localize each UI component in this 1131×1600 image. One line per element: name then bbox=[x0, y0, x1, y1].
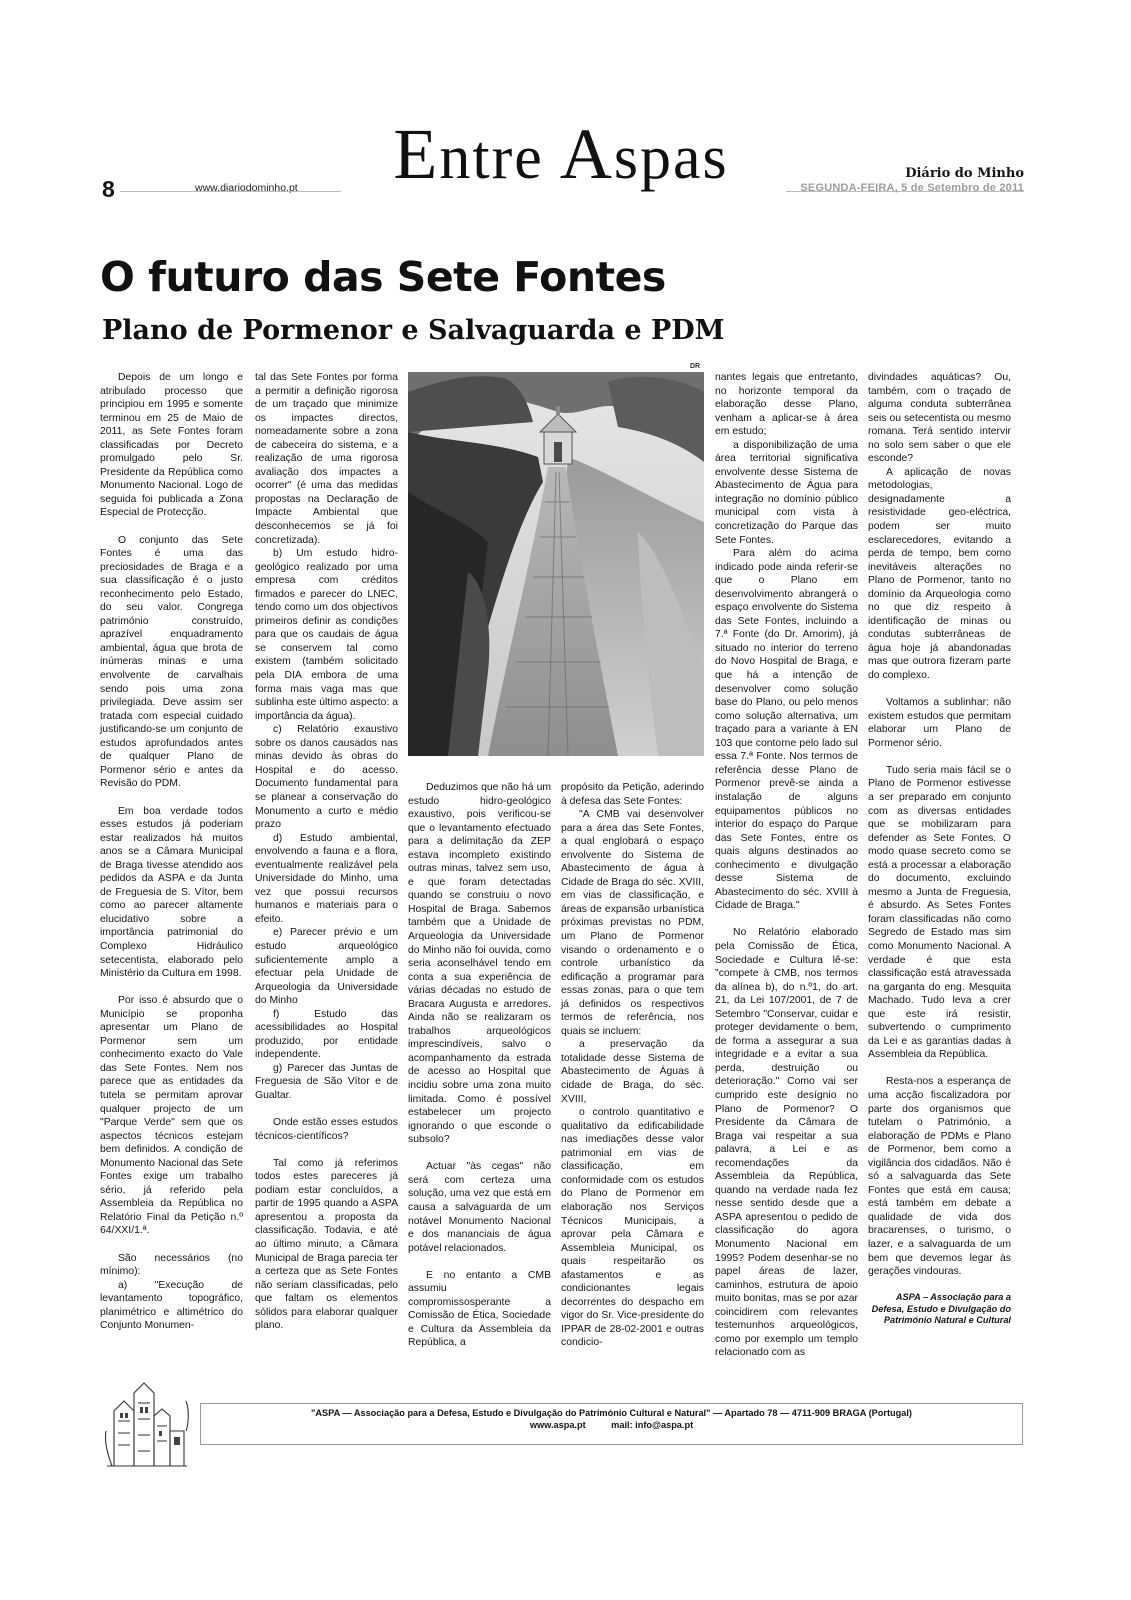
aspa-logo bbox=[102, 1371, 192, 1471]
article-column-1 bbox=[100, 371, 243, 1333]
article-paragraph: Deduzimos que não há um estudo hidro-geológico exaustivo, pois verificou-se que o levantamento efectuado para a delimitação da ZEP estava incompleto existindo outras minas, talvez sem uso, e que foram detectadas quando se construiu o novo Hospital de Braga. Sabemos também que a Unidade de Arqueologia da Universidade do Minho não foi ouvida, como seria aconselhável tendo em conta a sua experiência de várias décadas no estudo de Bracara Augusta e arredores. Ainda não se realizaram os trabalhos arqueológicos imprescindíveis, salvo o acompanhamento da estrada de acesso ao Hospital que incidiu sobre uma zona muito limitada. Como é possível estabelecer um projecto ignorando o que esconde o subsolo? bbox=[408, 782, 551, 1146]
article-paragraph: b) Um estudo hidro-geológico realizado por uma empresa com créditos firmados e parecer do LNEC, tendo como um dos objectivos primeiros definir as condições para que os caudais de água se conservem tal como existem (também solicitado pela DIA embora de uma forma mais vaga mas que sublinha este último aspecto: a importância da água). bbox=[255, 548, 398, 722]
article-paragraph: a) "Execução de levantamento topográfico, planimétrico e altimétrico do Conjunto Monumen- bbox=[100, 1279, 243, 1332]
article-paragraph: f) Estudo das acessibilidades ao Hospital produzido, por entidade independente. bbox=[255, 1008, 398, 1061]
article-column-4 bbox=[561, 781, 704, 1350]
article-paragraph: tal das Sete Fontes por forma a permitir a definição rigorosa de um traçado que minimize os impactes directos, nomeadamente sobre a zona de cabeceira do sistema, e a realização de uma rigorosa avaliação dos impactes a ocorrer" (é uma das medidas propostas na Declaração de Impacte Ambiental que desconhecemos se já foi concretizada). bbox=[255, 372, 398, 546]
article-title: O futuro das Sete Fontes bbox=[100, 253, 666, 301]
article-paragraph: O conjunto das Sete Fontes é uma das preciosidades de Braga e a sua classificação é o justo reconhecimento pelo Estado, do seu valor. Congrega património construído, aprazível enquadramento ambiental, água que brota de inúmeras minas e uma envolvente de carvalhais sendo pois uma zona privilegiada. Deve assim ser tratada com especial cuidado justificando-se um conjunto de estudos aprofundados antes de qualquer Plano de Pormenor sério e antes da Revisão do PDM. bbox=[100, 534, 243, 790]
article-paragraph: Onde estão esses estudos técnicos-científicos? bbox=[255, 1117, 398, 1142]
article-column-3 bbox=[408, 781, 551, 1350]
article-paragraph: g) Parecer das Juntas de Freguesia de São Vítor e de Gualtar. bbox=[255, 1062, 398, 1101]
article-paragraph: d) Estudo ambiental, envolvendo a fauna e a flora, eventualmente realizável pela Universidade do Minho, uma vez que possui recursos humanos e materiais para o efeito. bbox=[255, 832, 398, 925]
article-paragraph: Resta-nos a esperança de uma acção fiscalizadora por parte dos organismos que tutelam o Património, a elaboração de PDMs e Plano de Pormenor, bem como a vigilância dos cidadãos. Não é só a salvaguarda das Sete Fontes que está em causa; está também em debate a qualidade de vida dos bracarenses, o turismo, o lazer, e a salvaguarda de um bem que devemos legar às gerações vindouras. bbox=[868, 1076, 1011, 1278]
article-paragraph: Voltamos a sublinhar: não existem estudos que permitam elaborar um Plano de Pormenor sério. bbox=[868, 697, 1011, 749]
article-column-6 bbox=[868, 371, 1011, 1327]
article-paragraph: No Relatório elaborado pela Comissão de Ética, Sociedade e Cultura lê-se: "compete à CMB, nos termos da alínea b), do n.º1, do art. 21, da Lei 107/2001, de 7 de Setembro "Conservar, cuidar e proteger devidamente o bem, de forma a assegurar a sua integridade e a evitar a sua perda, destruição ou deterioração." Como vai ser cumprido este desígnio no Plano de Pormenor? O Presidente da Câmara de Braga vai respeitar a sua palavra, a Lei e as recomendações da Assembleia da República, quando na verdade nada fez nesse sentido desde que a ASPA apresentou o pedido de classificação do agora Monumento Nacional em 1995? Podem desenhar-se no papel áreas de lazer, caminhos, estrutura de apoio muito bonitas, mas se por azar coincidirem com relevantes testemunhos arqueológicos, como por exemplo um templo relacionado com as bbox=[715, 927, 858, 1359]
article-paragraph: divindades aquáticas? Ou, também, com o traçado de alguma conduta subterrânea seis ou setecentista ou mesmo romana. Terá sentido intervir no solo sem saber o que ele esconde? bbox=[868, 372, 1011, 465]
article-paragraph: e) Parecer prévio e um estudo arqueológico suficientemente amplo a efectuar pela Unidade de Arqueologia da Universidade do Minho bbox=[255, 927, 398, 1007]
article-paragraph: a disponibilização de uma área territorial significativa envolvente desse Sistema de Abastecimento de Água para integração no domínio público municipal com vista à concretização do Parque das Sete Fontes. bbox=[715, 439, 858, 546]
footer-contact-box bbox=[200, 1403, 1023, 1445]
article-paragraph: o controlo quantitativo e qualitativo da edificabilidade nas imediações desse valor patrimonial em vias de classificação, em conformidade com os estudos do Plano de Pormenor em elaboração nos Serviços Técnicos Municipais, a aprovar pela Câmara e Assembleia Municipal, os quais respeitarão os afastamentos e as condicionantes legais decorrentes do despacho em vigor do Sr. Vice-presidente do IPPAR de 28-02-2001 e outras condicio- bbox=[561, 1107, 704, 1349]
article-subtitle: Plano de Pormenor e Salvaguarda e PDM bbox=[102, 315, 725, 346]
footer-address: "ASPA — Associação para a Defesa, Estudo e Divulgação do Património Cultural e Natural" — Apartado 78 — 4711-909 BRAGA (Portugal) bbox=[311, 1408, 912, 1418]
article-photo bbox=[408, 372, 704, 756]
newspaper-name: Diário do Minho bbox=[905, 166, 1024, 181]
article-paragraph: nantes legais que entretanto, no horizonte temporal da elaboração desse Plano, venham a aplicar-se à área em estudo; bbox=[715, 372, 858, 438]
article-paragraph: c) Relatório exaustivo sobre os danos causados nas minas devido às obras do Hospital e do acesso. Documento fundamental para se planear a conservação do Monumento a curto e médio prazo bbox=[255, 724, 398, 831]
article-paragraph: "A CMB vai desenvolver para a área das Sete Fontes, a qual englobará o espaço envolvente do Sistema de Abastecimento de água à Cidade de Braga do séc. XVIII, em vias de classificação, e áreas de expansão urbanística próximas previstas no PDM, um Plano de Pormenor visando o ordenamento e o controle urbanístico da edificação a programar para essas zonas, para o que tem já definidos os respectivos termos de referência, nos quais se incluem: bbox=[561, 809, 704, 1037]
article-paragraph: Actuar "às cegas" não será com certeza uma solução, uma vez que está em causa a salvaguarda de um notável Monumento Nacional e dos mananciais de água potável relacionados. bbox=[408, 1161, 551, 1254]
header-rule-left bbox=[120, 191, 341, 192]
footer-web-mail[interactable]: www.aspa.pt mail: info@aspa.pt bbox=[529, 1420, 694, 1430]
article-paragraph: São necessários (no mínimo): bbox=[100, 1252, 243, 1278]
section-title: Entre Aspas bbox=[393, 114, 729, 194]
article-signature: ASPA – Associação para a Defesa, Estudo e Divulgação do Património Natural e Cultural bbox=[871, 1292, 1011, 1326]
website-url[interactable]: www.diariodominho.pt bbox=[195, 182, 298, 194]
article-paragraph: Por isso é absurdo que o Município se proponha apresentar um Plano de Pormenor sem um conhecimento exacto do Vale das Sete Fontes. Nem nos parece que as entidades da tutela se permitam aprovar qualquer projecto de um "Parque Verde" sem que os aspectos técnicos estejam bem definidos. A condição de Monumento Nacional das Sete Fontes exige um trabalho sério, já referido pela Assembleia da República no Relatório Final da Petição n.º 64/XXI/1.ª. bbox=[100, 995, 243, 1237]
article-paragraph: Depois de um longo e atribulado processo que principiou em 1995 e somente terminou em 25 de Maio de 2011, as Sete Fontes foram classificadas por Decreto promulgado pelo Sr. Presidente da República como Monumento Nacional. Logo de seguida foi publicada a Zona Especial de Protecção. bbox=[100, 372, 243, 519]
page-number: 8 bbox=[102, 176, 115, 202]
article-paragraph: E no entanto a CMB assumiu compromissosperante a Comissão de Ética, Sociedade e Cultura da Assembleia da República, a bbox=[408, 1269, 551, 1349]
section-masthead bbox=[331, 114, 791, 194]
photo-credit: DR bbox=[690, 363, 701, 370]
article-paragraph: Para além do acima indicado pode ainda referir-se que o Plano em desenvolvimento abrangerá o espaço envolvente do Sistema das Sete Fontes, incluindo a 7.ª Fonte (do Dr. Amorim), já situado no interior do terreno do Novo Hospital de Braga, e que há a intenção de desenvolver como solução base do Plano, ou pelo menos como solução alternativa, um traçado para a variante à EN 103 que contorne pelo lado sul essa 7.ª Fonte. Nos termos de referência desse Plano de Pormenor prevê-se ainda a instalação de alguns equipamentos públicos no interior do espaço do Parque das Sete Fontes, entre os quais alguns destinados ao conhecimento e divulgação desse Sistema de Abastecimento do séc. XVIII à Cidade de Braga." bbox=[715, 548, 858, 912]
article-paragraph: A aplicação de novas metodologias, designadamente a resistividade geo-eléctrica, podem ser muito esclarecedores, evitando a perda de tempo, bem como inevitáveis alterações no Plano de Pormenor, tanto no domínio da Arqueologia como no que diz respeito à identificação de minas ou condutas subterrâneas de água hoje já abandonadas mas que outrora fizeram parte do complexo. bbox=[868, 466, 1011, 682]
article-paragraph: Em boa verdade todos esses estudos já poderiam estar realizados há muitos anos se a Câmara Municipal de Braga tivesse atendido aos pedidos da ASPA e da Junta de Freguesia de S. Vítor, bem como ao parecer altamente elucidativo sobre a importância patrimonial do Complexo Hidráulico setecentista, elaborado pelo Ministério da Cultura em 1998. bbox=[100, 805, 243, 980]
article-paragraph: Tal como já referimos todos estes pareceres já podiam estar concluídos, a partir de 1995 quando a ASPA apresentou a proposta da classificação. Todavia, e até ao último minuto, a Câmara Municipal de Braga parecia ter a certeza que as Sete Fontes não seriam classificadas, pelo que faltam os elementos sólidos para elaborar qualquer plano. bbox=[255, 1157, 398, 1332]
article-paragraph: a preservação da totalidade desse Sistema de Abastecimento de Águas à cidade de Braga, do séc. XVIII, bbox=[561, 1039, 704, 1105]
issue-date: SEGUNDA-FEIRA, 5 de Setembro de 2011 bbox=[800, 182, 1024, 194]
article-paragraph: Tudo seria mais fácil se o Plano de Pormenor estivesse a ser preparado em conjunto com as diversas entidades que se mobilizaram para defender as Sete Fontes. O modo quase secreto como se está a processar a elaboração do documento, excluindo mesmo a Junta de Freguesia, é absurdo. As Setes Fontes foram classificadas não como Segredo de Estado mas sim como Monumento Nacional. A verdade é que esta classificação está atravessada na garganta do eng. Mesquita Machado. Tudo leva a crer que este irá resistir, subvertendo o cumprimento da Lei e as garantias dadas à Assembleia da República. bbox=[868, 764, 1011, 1061]
article-column-2 bbox=[255, 371, 398, 1333]
article-column-5 bbox=[715, 371, 858, 1360]
article-paragraph: propósito da Petição, aderindo à defesa das Sete Fontes: bbox=[561, 782, 704, 807]
